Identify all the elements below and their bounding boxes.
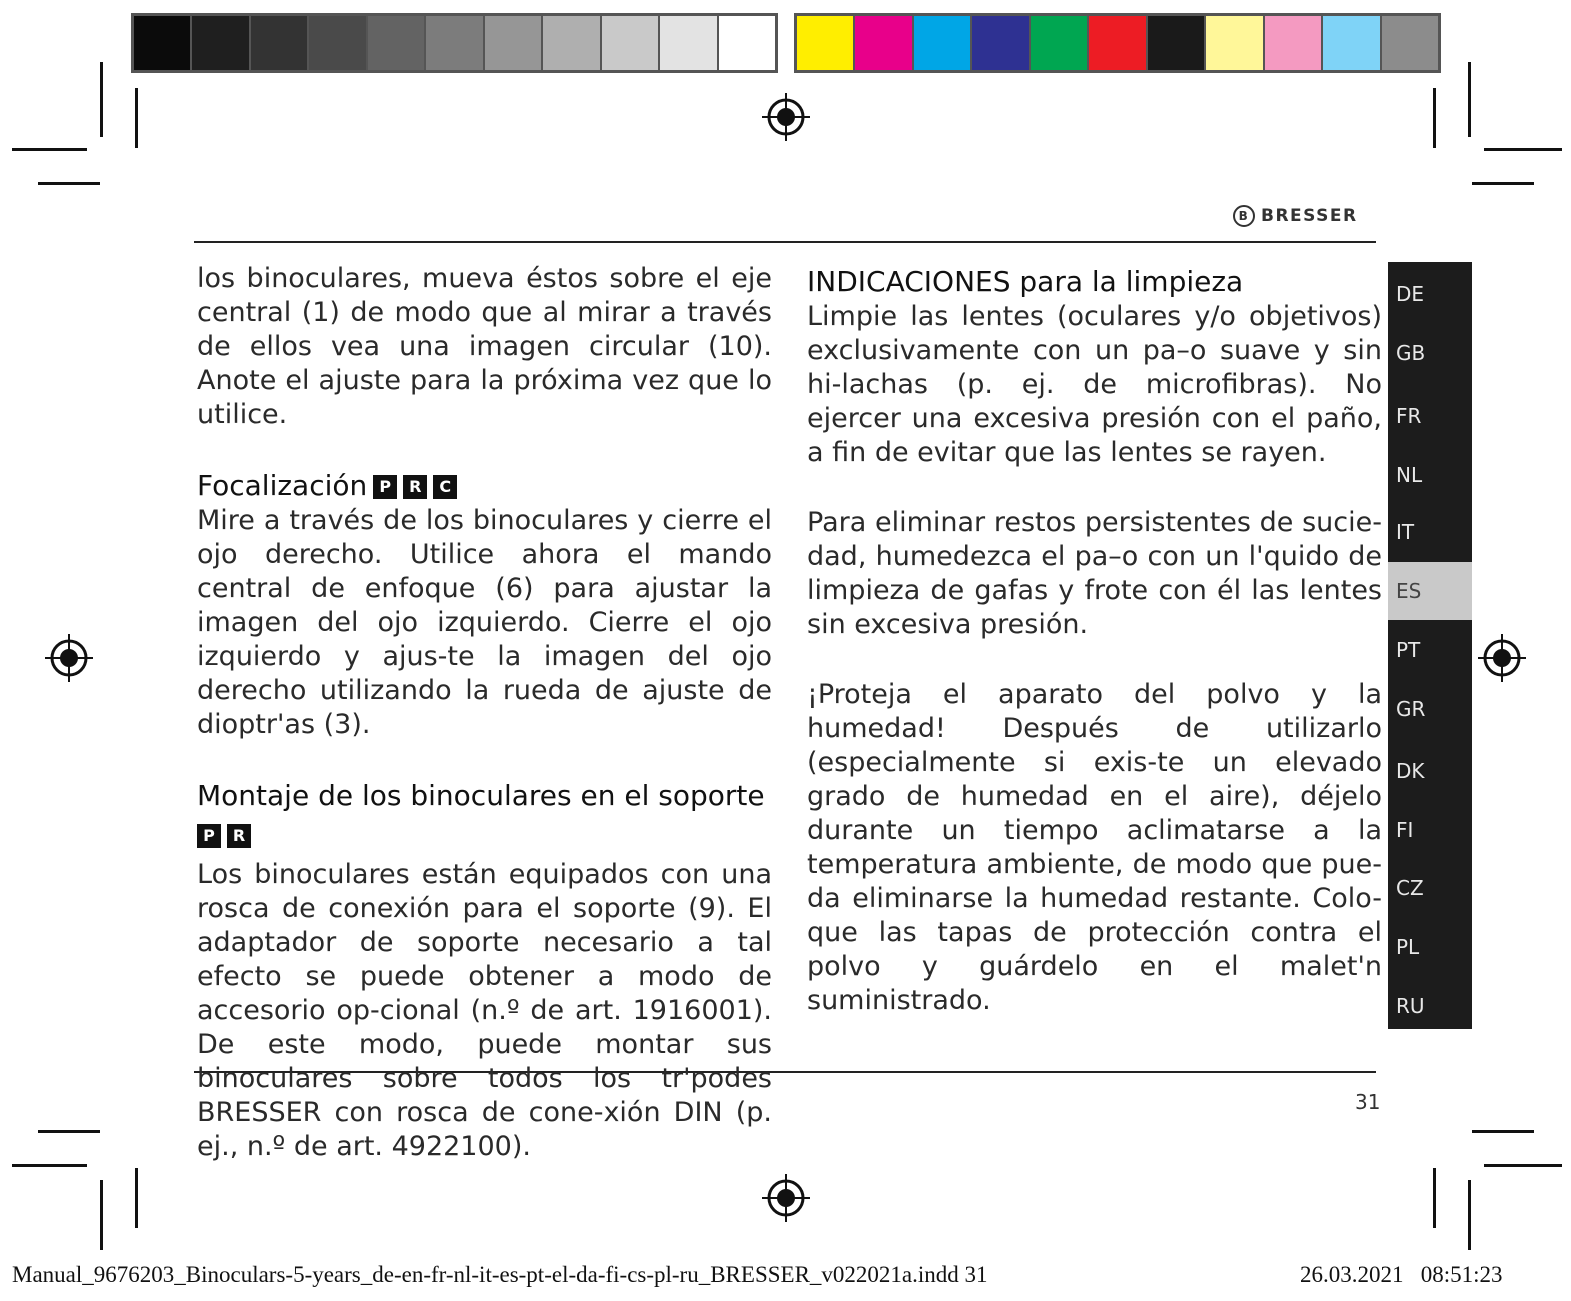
gray-swatch (249, 16, 307, 70)
language-tab-de[interactable]: DE (1396, 282, 1425, 306)
cleaning-heading: INDICACIONES para la limpieza (807, 265, 1244, 298)
crop-mark (12, 148, 87, 151)
process-color-bar (794, 13, 1441, 73)
cleaning-paragraph-1: Limpie las lentes (oculares y/o objetivos) exclusivamente con un pa–o suave y sin hi-lachas (p. ej. de microfibras). No ejercer una excesiva presión con el paño, a fin de evitar que las lentes se rayen. (807, 301, 1382, 468)
badge-p: P (197, 824, 221, 848)
brand-logo (1233, 205, 1358, 227)
gray-swatch (658, 16, 716, 70)
crop-mark (1468, 62, 1471, 137)
color-swatch (970, 16, 1028, 70)
grayscale-color-bar (131, 13, 778, 73)
slug-date: 26.03.2021 (1300, 1262, 1404, 1287)
language-tab-pl[interactable]: PL (1396, 935, 1420, 959)
color-swatch (1380, 16, 1438, 70)
color-swatch (853, 16, 911, 70)
language-tab-gb[interactable]: GB (1396, 341, 1426, 365)
badge-p: P (373, 475, 397, 499)
focus-heading-text: Focalización (197, 469, 368, 502)
crop-mark (135, 88, 138, 148)
gray-swatch (134, 16, 190, 70)
language-tab-nl[interactable]: NL (1396, 463, 1423, 487)
crop-mark (135, 1168, 138, 1228)
mount-paragraph: Los binoculares están equipados con una rosca de conexión para el soporte (9). El adaptador de soporte necesario a tal efecto se puede obtener a modo de accesorio op-cional (n.º de art. 1916001). De este modo, puede montar sus binoculares sobre todos los tr'podes BRESSER con rosca de cone-xión DIN (p. ej., n.º de art. 4922100). (197, 859, 772, 1162)
gray-swatch (366, 16, 424, 70)
registration-mark-icon (1478, 634, 1526, 682)
color-swatch (1029, 16, 1087, 70)
top-rule (194, 241, 1376, 243)
language-tab-it[interactable]: IT (1396, 520, 1415, 544)
language-tab-es[interactable]: ES (1388, 562, 1472, 620)
language-tab-fr[interactable]: FR (1396, 404, 1422, 428)
color-swatch (1204, 16, 1262, 70)
gray-swatch (307, 16, 365, 70)
gray-swatch (717, 16, 775, 70)
gray-swatch (541, 16, 599, 70)
slug-time: 08:51:23 (1420, 1262, 1503, 1287)
cleaning-paragraph-3: ¡Proteja el aparato del polvo y la humedad! Después de utilizarlo (especialmente si exis-te un elevado grado de humedad en el aire), déjelo durante un tiempo aclimatarse a la temperatura ambiente, de modo que pue-da eliminarse la humedad restante. Colo-que las tapas de protección contra el polvo y guárdelo en el malet'n suministrado. (807, 679, 1382, 1016)
brand-mark-icon: B (1233, 205, 1255, 227)
crop-mark (1484, 148, 1562, 151)
gray-swatch (424, 16, 482, 70)
focus-paragraph: Mire a través de los binoculares y cierre el ojo derecho. Utilice ahora el mando central de enfoque (6) para ajustar la imagen del ojo izquierdo. Cierre el ojo izquierdo y ajus-te la imagen del ojo derecho utilizando la rueda de ajuste de dioptr'as (3). (197, 505, 772, 740)
crop-mark (1472, 182, 1534, 185)
color-swatch (1087, 16, 1145, 70)
badge-c: C (433, 475, 457, 499)
color-swatch (1321, 16, 1379, 70)
language-tab-ru[interactable]: RU (1396, 994, 1425, 1018)
registration-mark-icon (762, 93, 810, 141)
language-tab-fi[interactable]: FI (1396, 818, 1414, 842)
left-column (197, 262, 772, 1164)
registration-mark-icon (762, 1174, 810, 1222)
crop-mark (1484, 1164, 1562, 1167)
language-tab-cz[interactable]: CZ (1396, 876, 1424, 900)
gray-swatch (600, 16, 658, 70)
language-tab-dk[interactable]: DK (1396, 759, 1425, 783)
gray-swatch (483, 16, 541, 70)
color-swatch (1146, 16, 1204, 70)
crop-mark (1433, 1168, 1436, 1228)
color-swatch (912, 16, 970, 70)
color-swatch (1263, 16, 1321, 70)
badge-r: R (403, 475, 427, 499)
crop-mark (12, 1164, 87, 1167)
gray-swatch (190, 16, 248, 70)
crop-mark (100, 62, 103, 137)
crop-mark (38, 182, 100, 185)
language-tab-pt[interactable]: PT (1396, 638, 1421, 662)
crop-mark (1468, 1180, 1471, 1250)
right-column (807, 264, 1382, 1018)
crop-mark (100, 1180, 103, 1250)
focus-heading (197, 468, 772, 504)
intro-paragraph: los binoculares, mueva éstos sobre el eje central (1) de modo que al mirar a través de ellos vea una imagen circular (10). Anote el ajuste para la próxima vez que lo utilice. (197, 263, 772, 430)
crop-mark (1472, 1130, 1534, 1133)
crop-mark (1433, 88, 1436, 148)
mount-heading: Montaje de los binoculares en el soporte (197, 779, 765, 812)
file-slug: Manual_9676203_Binoculars-5-years_de-en-fr-nl-it-es-pt-el-da-fi-cs-pl-ru_BRESSER_v022021a.indd 31 (12, 1262, 988, 1287)
crop-mark (38, 1130, 100, 1133)
slug-timestamp (1300, 1262, 1503, 1288)
badge-r: R (227, 824, 251, 848)
registration-mark-icon (45, 634, 93, 682)
cleaning-paragraph-2: Para eliminar restos persistentes de sucie-dad, humedezca el pa–o con un l'quido de limpieza de gafas y frote con él las lentes sin excesiva presión. (807, 507, 1382, 640)
language-tab-gr[interactable]: GR (1396, 697, 1426, 721)
page-number: 31 (1355, 1090, 1381, 1114)
color-swatch (797, 16, 853, 70)
brand-name: BRESSER (1261, 206, 1358, 226)
mount-badges (197, 818, 772, 852)
